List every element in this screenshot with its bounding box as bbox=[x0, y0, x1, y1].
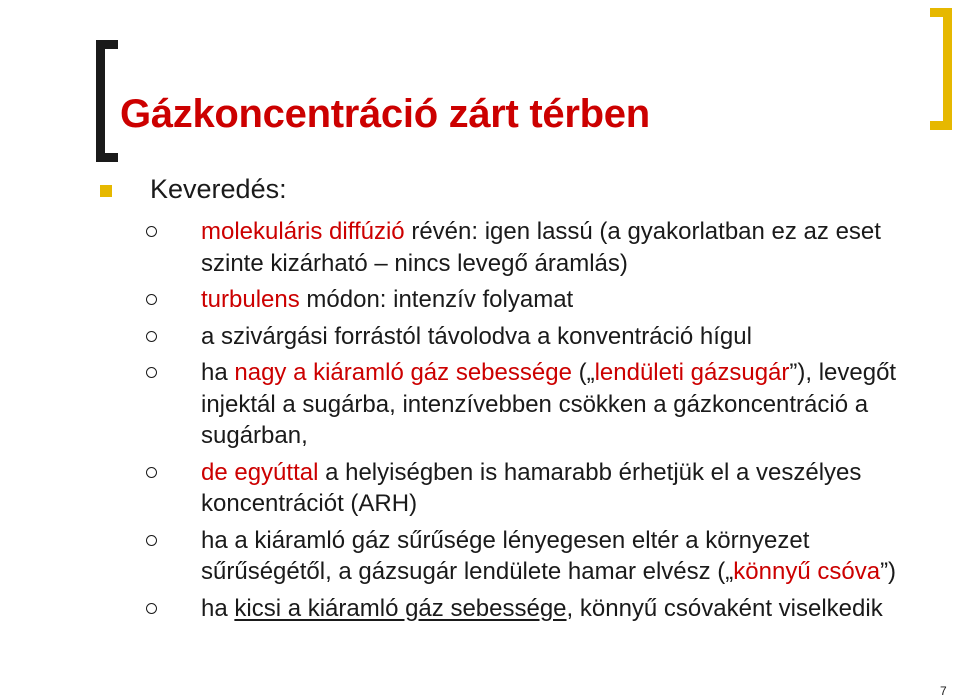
circle-bullet-icon bbox=[146, 331, 157, 342]
sub-bullet-list bbox=[146, 216, 936, 624]
list-item: molekuláris diffúzió révén: igen lassú (a gyakorlatban ez az eset szinte kizárható – nincs levegő áramlás) bbox=[146, 216, 936, 279]
list-item: a szivárgási forrástól távolodva a konventráció hígul bbox=[146, 321, 936, 353]
list-item: de egyúttal a helyiségben is hamarabb érhetjük el a veszélyes koncentrációt (ARH) bbox=[146, 457, 936, 520]
list-item: ha a kiáramló gáz sűrűsége lényegesen eltér a környezet sűrűségétől, a gázsugár lendülete hamar elvész („könnyű csóva”) bbox=[146, 525, 936, 588]
list-item: ha kicsi a kiáramló gáz sebessége, könnyű csóvaként viselkedik bbox=[146, 593, 936, 625]
right-bracket-decoration bbox=[930, 8, 952, 130]
heading-label: Keveredés: bbox=[150, 174, 287, 204]
page-number: 7 bbox=[940, 684, 947, 698]
heading-bullet-item bbox=[100, 174, 287, 205]
circle-bullet-icon bbox=[146, 603, 157, 614]
list-item: turbulens módon: intenzív folyamat bbox=[146, 284, 936, 316]
circle-bullet-icon bbox=[146, 467, 157, 478]
list-item: ha nagy a kiáramló gáz sebessége („lendületi gázsugár”), levegőt injektál a sugárba, intenzívebben csökken a gázkoncentráció a sugárban, bbox=[146, 357, 936, 452]
square-bullet-icon bbox=[100, 185, 112, 197]
slide-title: Gázkoncentráció zárt térben bbox=[120, 92, 650, 136]
circle-bullet-icon bbox=[146, 226, 157, 237]
circle-bullet-icon bbox=[146, 535, 157, 546]
circle-bullet-icon bbox=[146, 367, 157, 378]
left-bracket-decoration bbox=[96, 40, 118, 162]
circle-bullet-icon bbox=[146, 294, 157, 305]
